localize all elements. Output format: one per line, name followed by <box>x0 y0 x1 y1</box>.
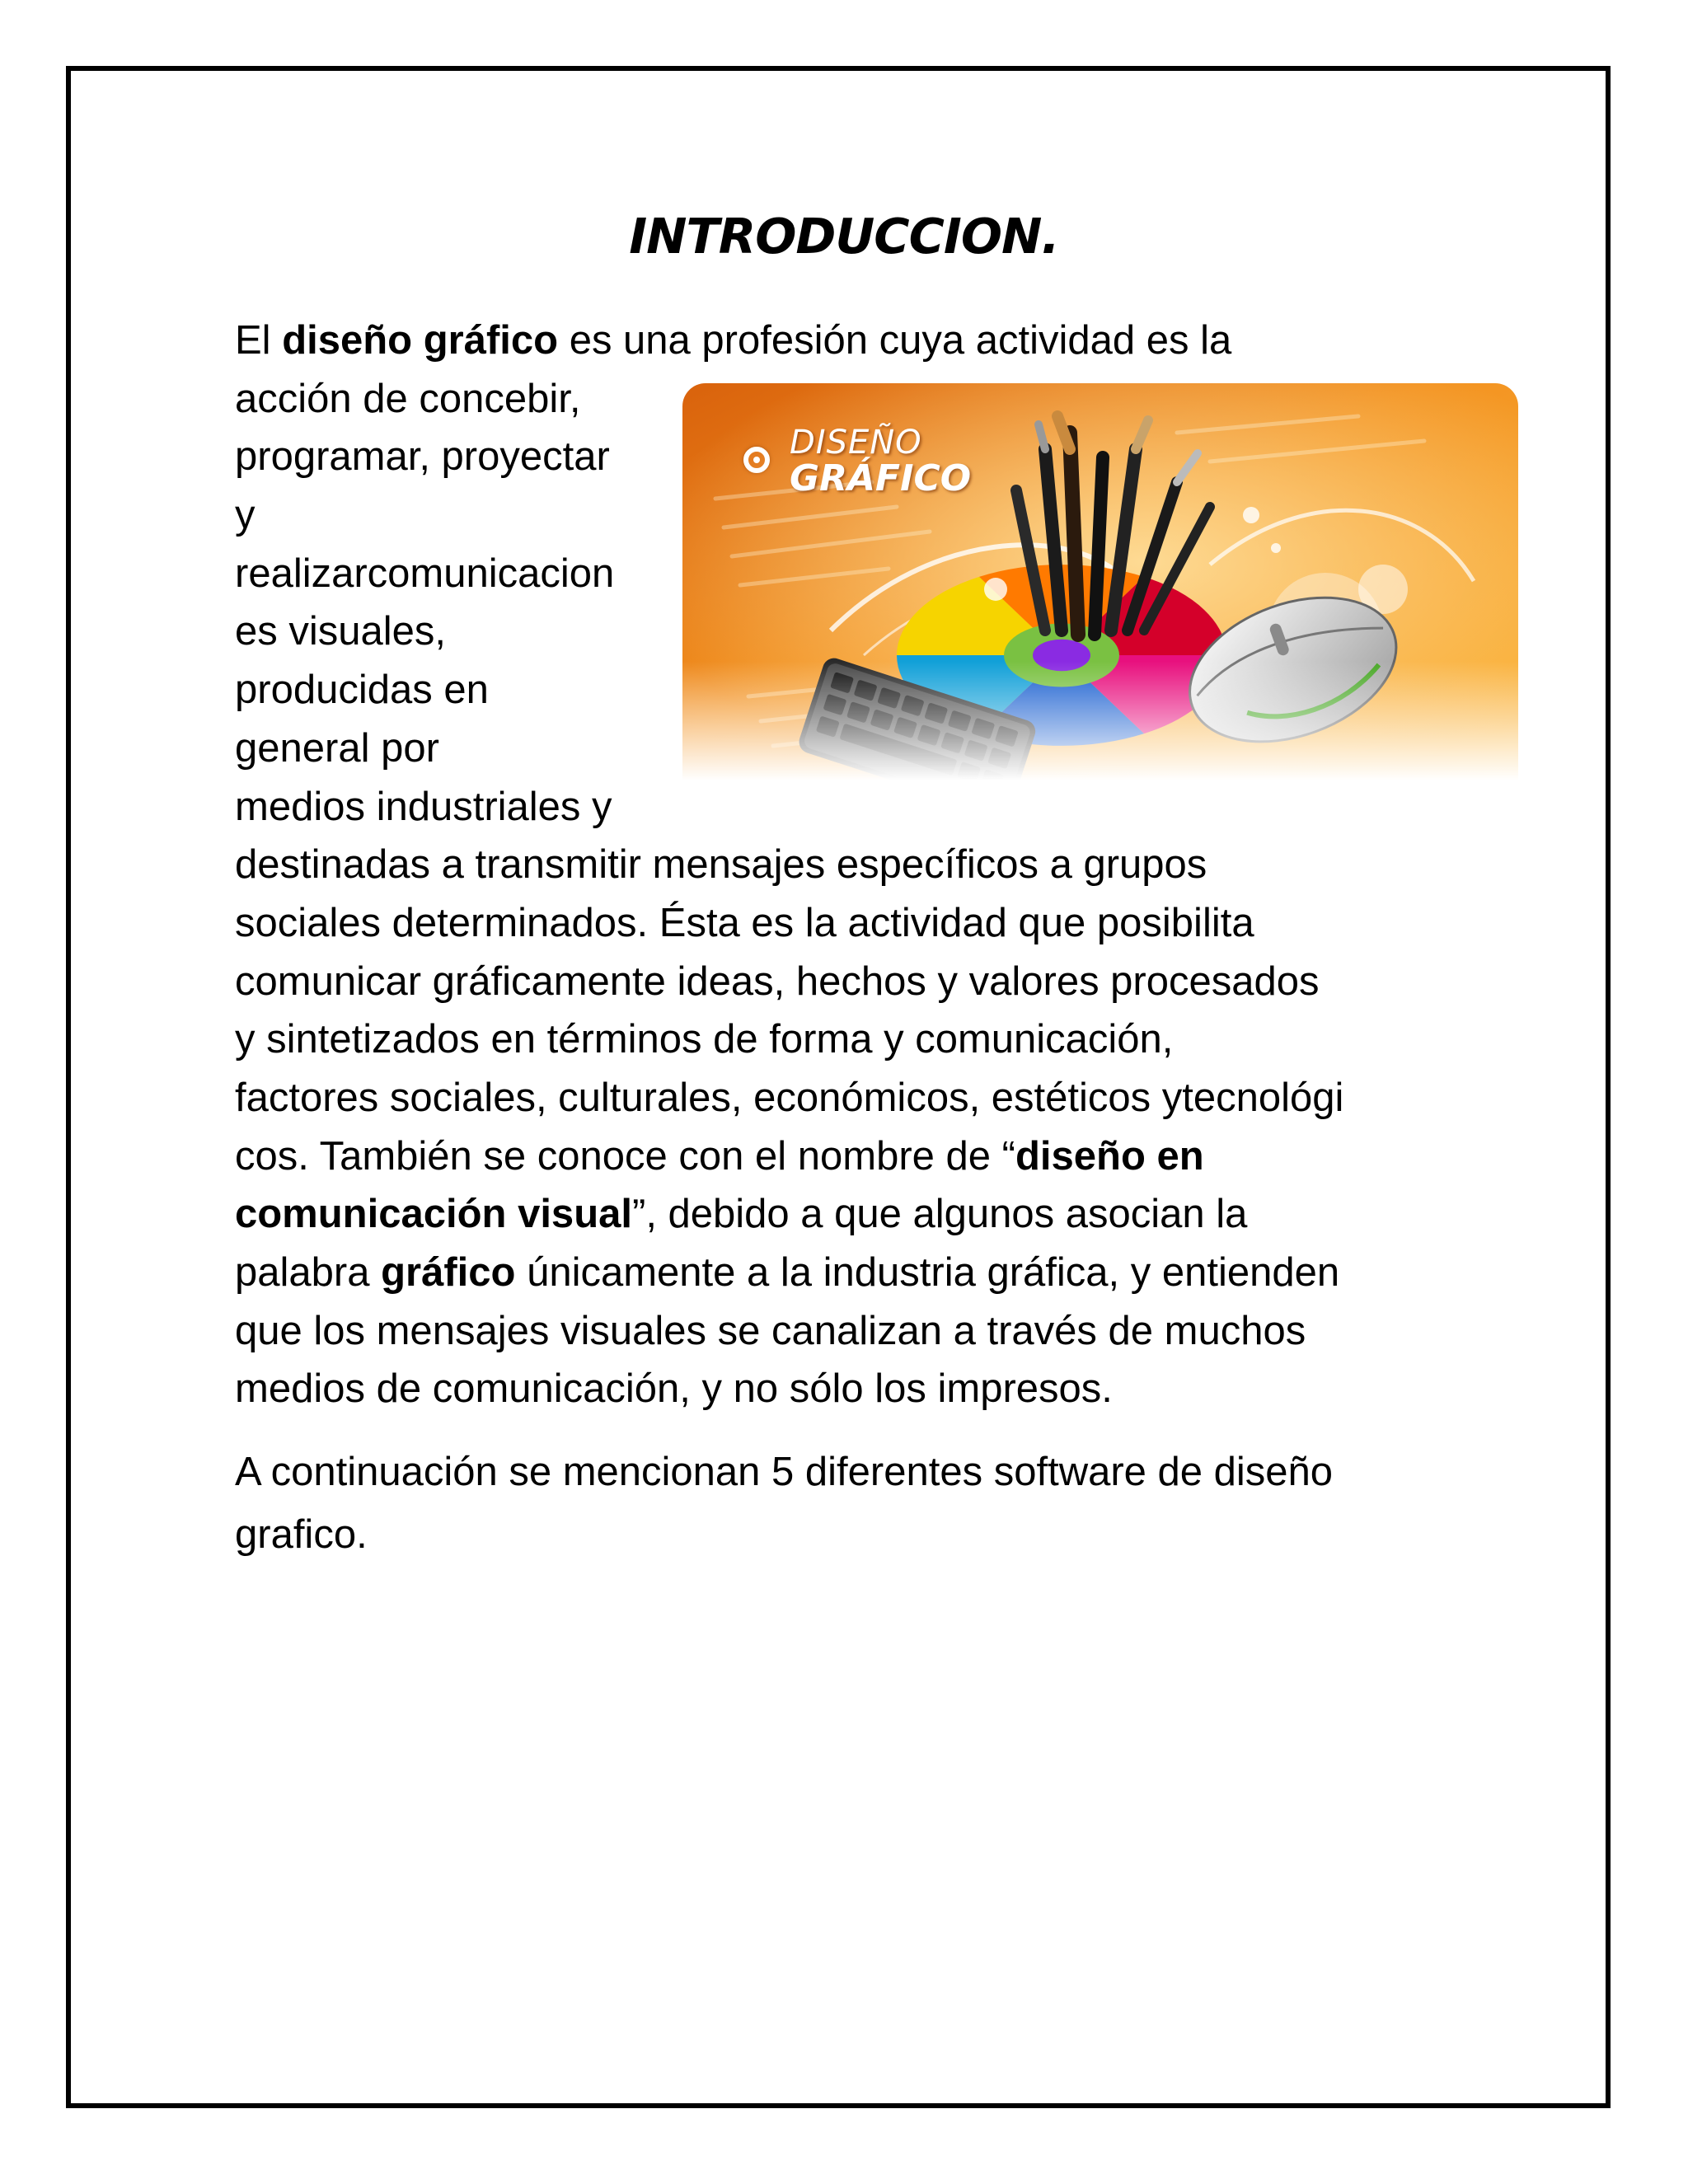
text-line: factores sociales, culturales, económicos, estéticos ytecnológi <box>235 1075 1344 1120</box>
text-line: y <box>235 493 256 538</box>
text-line: realizarcomunicacion <box>235 551 615 596</box>
text-run: es una profesión cuya actividad es la <box>558 318 1232 363</box>
software-intro-paragraph <box>235 1441 1471 1566</box>
text-line: medios de comunicación, y no sólo los impresos. <box>235 1366 1113 1412</box>
text-line <box>235 1127 1471 1186</box>
text-line: que los mensajes visuales se canalizan a través de muchos <box>235 1308 1306 1353</box>
text-line: medios industriales y <box>235 784 612 829</box>
text-line <box>235 312 1471 370</box>
text-run: únicamente a la industria gráfica, y entienden <box>515 1250 1340 1295</box>
text-line: sociales determinados. Ésta es la actividad que posibilita <box>235 900 1254 945</box>
text-line: y sintetizados en términos de forma y comunicación, <box>235 1017 1174 1062</box>
text-line: acción de concebir, <box>235 376 581 421</box>
text-line: destinadas a transmitir mensajes específicos a grupos <box>235 842 1207 888</box>
page-title: INTRODUCCION. <box>629 208 1059 265</box>
text-run: ”, debido a que algunos asocian la <box>632 1192 1248 1237</box>
intro-paragraph <box>235 312 1471 1418</box>
text-line <box>235 1185 1471 1244</box>
bold-term: diseño gráfico <box>282 318 559 363</box>
text-run: palabra <box>235 1250 382 1295</box>
bold-term: diseño en <box>1015 1133 1204 1179</box>
text-line: es visuales, <box>235 609 447 654</box>
text-run: El <box>235 318 283 363</box>
bold-term: gráfico <box>381 1250 516 1295</box>
bold-term: comunicación visual <box>235 1192 632 1237</box>
banner-brand-line2: GRÁFICO <box>790 457 972 499</box>
text-line <box>235 1244 1471 1302</box>
text-line: comunicar gráficamente ideas, hechos y valores procesados <box>235 958 1320 1004</box>
text-line: general por <box>235 725 439 771</box>
text-line: programar, proyectar <box>235 434 610 480</box>
banner-brand-line1: DISEÑO <box>790 424 922 462</box>
text-line: grafico. <box>235 1512 368 1557</box>
text-line: A continuación se mencionan 5 diferentes software de diseño <box>235 1450 1334 1494</box>
text-run: cos. También se conoce con el nombre de “ <box>235 1133 1015 1179</box>
text-line: producidas en <box>235 668 489 713</box>
